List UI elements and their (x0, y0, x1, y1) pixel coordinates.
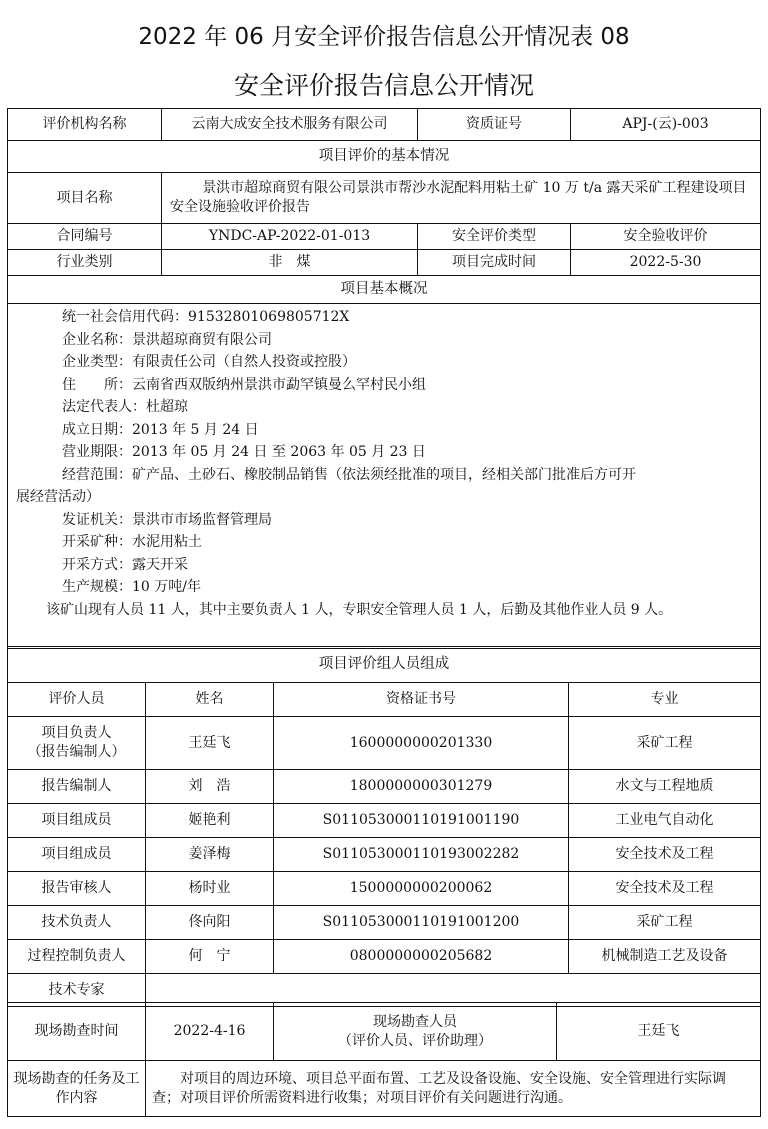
survey-time-label: 现场勘查时间 (8, 1003, 146, 1061)
overview-line: 成立日期：2013 年 5 月 24 日 (62, 421, 259, 438)
survey-staff-value: 王廷飞 (557, 1003, 761, 1061)
team-section-title: 项目评价组人员组成 (8, 647, 761, 683)
overview-line: 发证机关：景洪市市场监督管理局 (62, 511, 272, 528)
overview-paragraph: 该矿山现有人员 11 人，其中主要负责人 1 人，专职安全管理人员 1 人，后勤及其他作业人员 9 人。 (46, 601, 673, 618)
survey-staff-label-line1: 现场勘查人员 (373, 1013, 457, 1030)
member-cert: 1600000000201330 (274, 717, 569, 770)
tech-expert-label: 技术专家 (8, 974, 146, 1007)
table-row (8, 940, 761, 974)
member-name: 姬艳利 (146, 804, 274, 838)
overview-line: 统一社会信用代码：91532801069805712X (62, 309, 350, 325)
overview-line: 法定代表人：杜超琼 (62, 399, 188, 415)
header-role: 评价人员 (8, 683, 146, 717)
table-row (8, 804, 761, 838)
overview-section-title: 项目基本概况 (8, 276, 761, 304)
member-role: 项目组成员 (8, 804, 146, 838)
info-table-top (7, 108, 761, 649)
member-role: 报告编制人 (8, 770, 146, 804)
member-cert: S011053000110191001190 (274, 804, 569, 838)
document-subtitle: 安全评价报告信息公开情况 (233, 71, 534, 100)
survey-staff-label (274, 1003, 557, 1061)
basic-section-title: 项目评价的基本情况 (8, 141, 761, 173)
member-name: 佟向阳 (146, 906, 274, 940)
member-major: 机械制造工艺及设备 (569, 940, 761, 974)
member-name: 杨时业 (146, 872, 274, 906)
project-name-value: 景洪市超琼商贸有限公司景洪市帮沙水泥配料用粘土矿 10 万 t/a 露天采矿工程建设项目安全设施验收评价报告 (162, 173, 761, 224)
completion-time-value: 2022-5-30 (571, 250, 761, 276)
member-name: 何 宁 (146, 940, 274, 974)
overview-line: 开采矿种：水泥用粘土 (62, 534, 202, 550)
org-label: 评价机构名称 (8, 109, 162, 141)
overview-line: 展经营活动） (16, 489, 100, 505)
member-role: 过程控制负责人 (8, 940, 146, 974)
member-cert: 1800000000301279 (274, 770, 569, 804)
overview-content (8, 304, 761, 649)
industry-label: 行业类别 (8, 250, 162, 276)
survey-table (7, 1002, 761, 1117)
survey-task-label: 现场勘查的任务及工作内容 (8, 1061, 146, 1117)
survey-time-value: 2022-4-16 (146, 1003, 274, 1061)
member-cert: S011053000110191001200 (274, 906, 569, 940)
member-major: 水文与工程地质 (569, 770, 761, 804)
cert-label: 资质证号 (418, 109, 571, 141)
project-name-label: 项目名称 (8, 173, 162, 224)
header-major: 专业 (569, 683, 761, 717)
document-title: 2022 年 06 月安全评价报告信息公开情况表 08 (138, 24, 630, 50)
overview-line: 经营范围：矿产品、土砂石、橡胶制品销售（依法须经批准的项目，经相关部门批准后方可开 (62, 466, 636, 483)
org-value: 云南大成安全技术服务有限公司 (162, 109, 418, 141)
member-cert: 1500000000200062 (274, 872, 569, 906)
header-cert: 资格证书号 (274, 683, 569, 717)
member-role: 项目负责人 （报告编制人） (8, 717, 146, 770)
contract-label: 合同编号 (8, 224, 162, 250)
member-major: 采矿工程 (569, 906, 761, 940)
member-name: 姜泽梅 (146, 838, 274, 872)
member-role: 项目组成员 (8, 838, 146, 872)
header-name: 姓名 (146, 683, 274, 717)
member-role: 报告审核人 (8, 872, 146, 906)
contract-value: YNDC-AP-2022-01-013 (162, 224, 418, 250)
member-major: 安全技术及工程 (569, 872, 761, 906)
member-name: 刘 浩 (146, 770, 274, 804)
overview-line: 营业期限：2013 年 05 月 24 日 至 2063 年 05 月 23 日 (62, 444, 426, 460)
table-row (8, 770, 761, 804)
member-role: 技术负责人 (8, 906, 146, 940)
member-name: 王廷飞 (146, 717, 274, 770)
evaluation-type-value: 安全验收评价 (571, 224, 761, 250)
team-table (7, 646, 761, 1007)
overview-line: 住 所：云南省西双版纳州景洪市勐罕镇曼么罕村民小组 (62, 376, 426, 393)
completion-time-label: 项目完成时间 (418, 250, 571, 276)
overview-line: 生产规模：10 万吨/年 (62, 579, 201, 595)
table-row (8, 906, 761, 940)
overview-line: 企业名称：景洪超琼商贸有限公司 (62, 331, 272, 348)
member-cert: 0800000000205682 (274, 940, 569, 974)
member-major: 安全技术及工程 (569, 838, 761, 872)
overview-line: 企业类型：有限责任公司（自然人投资或控股） (62, 354, 356, 370)
survey-task-value: 对项目的周边环境、项目总平面布置、工艺及设备设施、安全设施、安全管理进行实际调查；对项目评价所需资料进行收集；对项目评价有关问题进行沟通。 (146, 1061, 761, 1117)
member-cert: S011053000110193002282 (274, 838, 569, 872)
survey-staff-label-line2: （评价人员、评价助理） (338, 1032, 492, 1049)
member-major: 采矿工程 (569, 717, 761, 770)
table-row (8, 717, 761, 770)
cert-value: APJ-(云)-003 (571, 109, 761, 141)
table-row (8, 838, 761, 872)
member-major: 工业电气自动化 (569, 804, 761, 838)
evaluation-type-label: 安全评价类型 (418, 224, 571, 250)
industry-value: 非 煤 (162, 250, 418, 276)
table-row (8, 872, 761, 906)
overview-line: 开采方式：露天开采 (62, 556, 188, 573)
